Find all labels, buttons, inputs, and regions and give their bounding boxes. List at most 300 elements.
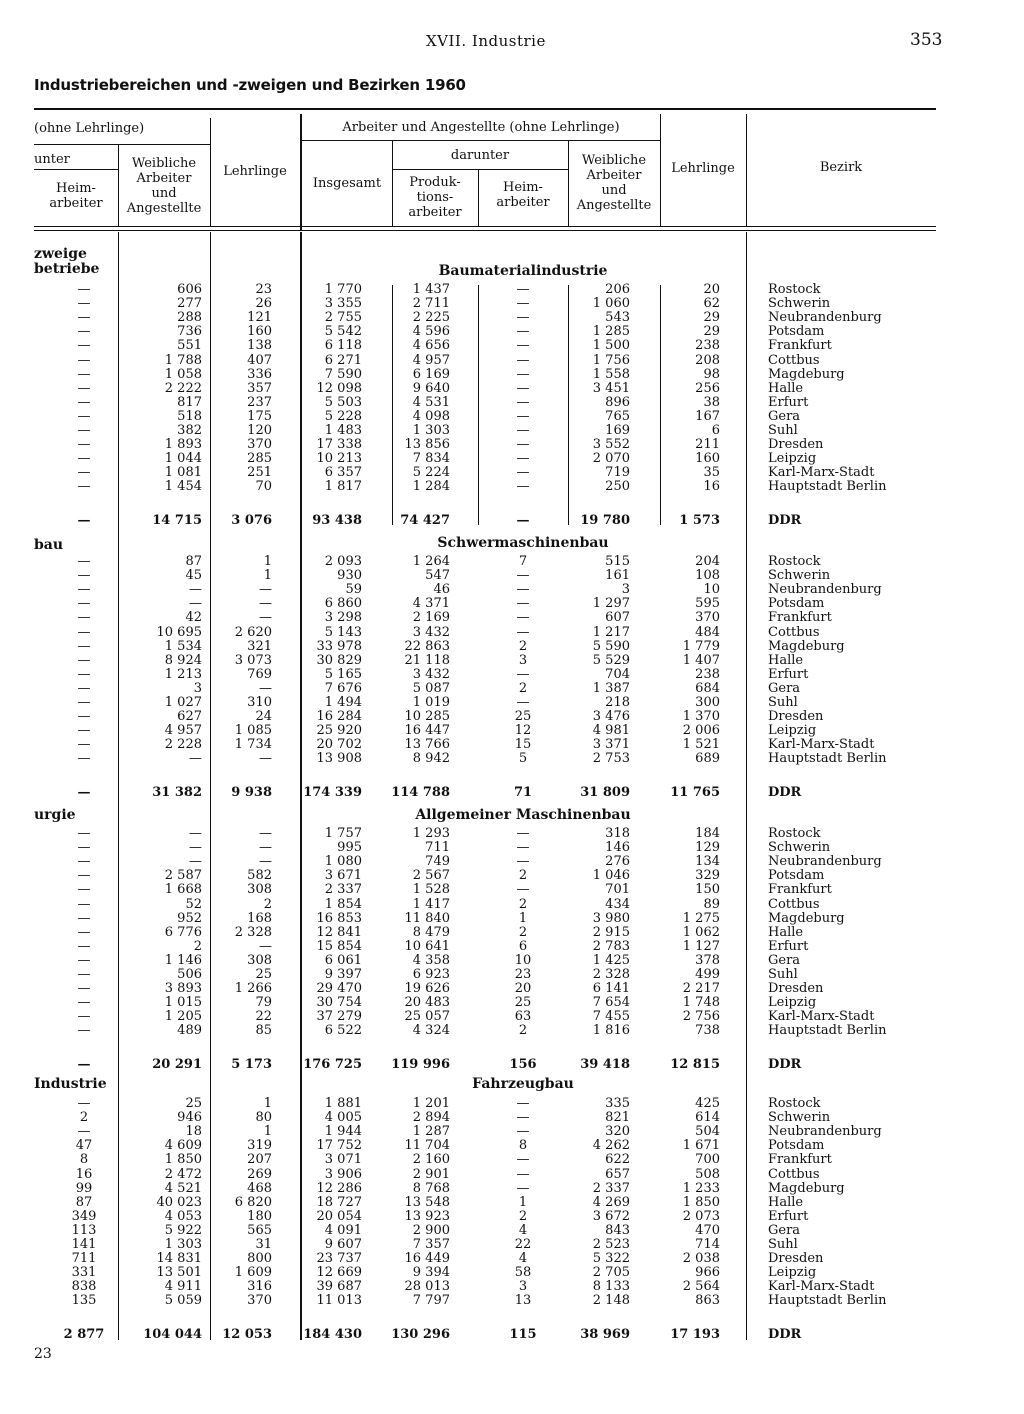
cell-lehrlinge-2: 1 233: [682, 1181, 720, 1196]
cell-insgesamt: 4 091: [324, 1223, 362, 1238]
cell-insgesamt: 12 841: [316, 925, 362, 940]
cell-heimarbeiter: 2: [79, 1110, 89, 1125]
cell-lehrlinge-2: 16: [703, 479, 720, 494]
section-title: Baumaterialindustrie: [438, 263, 608, 279]
cell-produktion: 1 201: [412, 1096, 450, 1111]
page-number: 353: [910, 30, 943, 50]
cell-heimarbeiter-2: —: [516, 667, 530, 682]
cell-heimarbeiter-2: —: [516, 513, 530, 528]
cell-lehrlinge-2: 184: [695, 826, 720, 841]
cell-lehrlinge-2: 20: [703, 282, 720, 297]
cell-heimarbeiter: —: [77, 451, 91, 466]
cell-lehrlinge: 2 620: [234, 625, 272, 640]
cell-weibliche-2: 335: [605, 1096, 630, 1111]
cell-heimarbeiter: 711: [71, 1251, 97, 1266]
cell-heimarbeiter: —: [77, 324, 91, 339]
cell-weibliche: 4 609: [164, 1138, 202, 1153]
cell-weibliche-2: 31 809: [580, 785, 630, 800]
cell-heimarbeiter: —: [77, 1009, 91, 1024]
cell-lehrlinge-2: 129: [695, 840, 720, 855]
table-row: [0, 311, 1024, 325]
cell-bezirk: Magdeburg: [768, 367, 845, 382]
cell-lehrlinge-2: 714: [695, 1237, 720, 1252]
cell-insgesamt: 5 542: [324, 324, 362, 339]
cell-heimarbeiter-2: 2: [518, 925, 528, 940]
table-row: [0, 1294, 1024, 1308]
cell-insgesamt: 6 118: [324, 338, 362, 353]
cell-weibliche: 5 059: [164, 1293, 202, 1308]
cell-produktion: 9 640: [412, 381, 450, 396]
cell-lehrlinge: 1: [263, 554, 272, 569]
table-row: [0, 480, 1024, 494]
cell-weibliche-2: 765: [605, 409, 630, 424]
cell-produktion: 2 169: [412, 610, 450, 625]
cell-bezirk: Halle: [768, 653, 804, 668]
cell-lehrlinge: —: [259, 826, 272, 841]
cell-weibliche-2: 3: [621, 582, 630, 597]
cell-heimarbeiter-2: —: [516, 338, 530, 353]
cell-heimarbeiter: —: [77, 785, 91, 800]
cell-lehrlinge: 79: [255, 995, 272, 1010]
cell-lehrlinge: 565: [247, 1223, 272, 1238]
cell-weibliche-2: 3 371: [592, 737, 630, 752]
section-title: Allgemeiner Maschinenbau: [415, 807, 631, 823]
cell-lehrlinge: 2 328: [234, 925, 272, 940]
table-row: [0, 654, 1024, 668]
cell-heimarbeiter: —: [77, 513, 91, 528]
cell-insgesamt: 7 590: [324, 367, 362, 382]
table-row: [0, 640, 1024, 654]
cell-insgesamt: 184 430: [303, 1327, 362, 1342]
cell-bezirk: DDR: [768, 785, 802, 800]
cell-heimarbeiter: —: [77, 465, 91, 480]
cell-weibliche: 1 044: [164, 451, 202, 466]
cell-lehrlinge-2: 2 038: [682, 1251, 720, 1266]
cell-produktion: 1 284: [412, 479, 450, 494]
table-row: [0, 1097, 1024, 1111]
cell-bezirk: Leipzig: [768, 451, 817, 466]
col-header-heimarbeiter: Heim- arbeiter: [49, 181, 103, 211]
cell-weibliche: 3 893: [164, 981, 202, 996]
table-row: [0, 297, 1024, 311]
table-row: [0, 668, 1024, 682]
cell-weibliche: 1 027: [164, 695, 202, 710]
cell-lehrlinge: 2: [263, 897, 272, 912]
cell-heimarbeiter: 99: [75, 1181, 93, 1196]
cell-heimarbeiter-2: 2: [518, 1209, 528, 1224]
cell-bezirk: Potsdam: [768, 1138, 825, 1153]
cell-lehrlinge-2: 6: [711, 423, 720, 438]
cell-heimarbeiter-2: —: [516, 282, 530, 297]
cell-heimarbeiter: —: [77, 723, 91, 738]
cell-insgesamt: 17 338: [316, 437, 362, 452]
cell-heimarbeiter: 141: [71, 1237, 97, 1252]
cell-heimarbeiter: 87: [75, 1195, 93, 1210]
cell-insgesamt: 1 817: [324, 479, 362, 494]
cell-heimarbeiter: —: [77, 667, 91, 682]
cell-insgesamt: 6 357: [324, 465, 362, 480]
cell-produktion: 547: [425, 568, 450, 583]
header-bottom-rule-2: [34, 230, 936, 231]
page-footer: 23: [34, 1346, 52, 1362]
cell-heimarbeiter-2: 2: [518, 897, 528, 912]
cell-heimarbeiter-2: 23: [514, 967, 532, 982]
cell-weibliche: 42: [185, 610, 202, 625]
cell-lehrlinge-2: 238: [695, 667, 720, 682]
cell-produktion: 4 098: [412, 409, 450, 424]
cell-lehrlinge-2: 595: [695, 596, 720, 611]
cell-lehrlinge: 207: [247, 1152, 272, 1167]
cell-weibliche-2: 2 753: [592, 751, 630, 766]
cell-heimarbeiter-2: 2: [518, 681, 528, 696]
cell-lehrlinge-2: 211: [695, 437, 720, 452]
cell-weibliche-2: 5 529: [592, 653, 630, 668]
cell-lehrlinge-2: 1 127: [682, 939, 720, 954]
cell-heimarbeiter-2: —: [516, 423, 530, 438]
cell-heimarbeiter: 331: [71, 1265, 97, 1280]
cell-weibliche-2: 543: [605, 310, 630, 325]
cell-heimarbeiter: —: [77, 826, 91, 841]
cell-lehrlinge: 370: [247, 437, 272, 452]
cell-heimarbeiter: 16: [75, 1167, 93, 1182]
cell-bezirk: Karl-Marx-Stadt: [768, 465, 875, 480]
cell-weibliche-2: 2 337: [592, 1181, 630, 1196]
cell-weibliche: 8 924: [164, 653, 202, 668]
header-rule-unter: [34, 169, 118, 170]
cell-weibliche-2: 7 455: [592, 1009, 630, 1024]
section-title: Fahrzeugbau: [472, 1076, 574, 1092]
cell-heimarbeiter-2: 58: [514, 1265, 532, 1280]
cell-weibliche-2: 1 500: [592, 338, 630, 353]
cell-weibliche-2: 434: [605, 897, 630, 912]
cell-weibliche: 6 776: [164, 925, 202, 940]
cell-bezirk: Karl-Marx-Stadt: [768, 1009, 875, 1024]
cell-weibliche: 1 454: [164, 479, 202, 494]
table-row: [0, 724, 1024, 738]
cell-insgesamt: 7 676: [324, 681, 362, 696]
col-header-bezirk: Bezirk: [819, 160, 863, 175]
cell-insgesamt: 10 213: [316, 451, 362, 466]
cell-heimarbeiter-2: —: [516, 310, 530, 325]
cell-bezirk: Dresden: [768, 981, 824, 996]
cell-heimarbeiter-2: —: [516, 840, 530, 855]
cell-weibliche: —: [189, 596, 202, 611]
cell-lehrlinge-2: 204: [695, 554, 720, 569]
cell-bezirk: Suhl: [768, 1237, 798, 1252]
table-row: [0, 869, 1024, 883]
table-total-row: [0, 1058, 1024, 1072]
cell-bezirk: Erfurt: [768, 667, 809, 682]
cell-lehrlinge: 1 734: [234, 737, 272, 752]
section-left-label: bau: [34, 537, 64, 553]
cell-bezirk: Cottbus: [768, 1167, 820, 1182]
cell-lehrlinge-2: 684: [695, 681, 720, 696]
cell-weibliche-2: 607: [605, 610, 630, 625]
cell-lehrlinge-2: 329: [695, 868, 720, 883]
cell-weibliche-2: 38 969: [580, 1327, 630, 1342]
cell-heimarbeiter-2: 63: [514, 1009, 532, 1024]
cell-weibliche-2: 4 262: [592, 1138, 630, 1153]
table-row: [0, 982, 1024, 996]
cell-heimarbeiter: —: [77, 610, 91, 625]
cell-insgesamt: 2 093: [324, 554, 362, 569]
cell-bezirk: Potsdam: [768, 868, 825, 883]
cell-lehrlinge-2: 35: [703, 465, 720, 480]
cell-weibliche: 10 695: [156, 625, 202, 640]
cell-heimarbeiter-2: —: [516, 395, 530, 410]
table-row: [0, 1010, 1024, 1024]
col-header-lehrlinge: Lehrlinge: [223, 164, 287, 179]
cell-heimarbeiter: —: [77, 967, 91, 982]
cell-produktion: 13 548: [404, 1195, 450, 1210]
cell-lehrlinge-2: 256: [695, 381, 720, 396]
cell-lehrlinge: 3 073: [234, 653, 272, 668]
table-row: [0, 452, 1024, 466]
cell-produktion: 28 013: [404, 1279, 450, 1294]
cell-weibliche: 288: [177, 310, 202, 325]
cell-produktion: 4 596: [412, 324, 450, 339]
table-row: [0, 954, 1024, 968]
cell-insgesamt: 9 397: [324, 967, 362, 982]
cell-heimarbeiter: —: [77, 554, 91, 569]
table-row: [0, 710, 1024, 724]
cell-produktion: 8 768: [412, 1181, 450, 1196]
cell-heimarbeiter-2: —: [516, 582, 530, 597]
cell-lehrlinge-2: 689: [695, 751, 720, 766]
cell-weibliche: —: [189, 854, 202, 869]
cell-bezirk: Frankfurt: [768, 338, 832, 353]
cell-bezirk: Neubrandenburg: [768, 310, 882, 325]
cell-produktion: 3 432: [412, 625, 450, 640]
cell-weibliche: 1 850: [164, 1152, 202, 1167]
cell-heimarbeiter-2: —: [516, 437, 530, 452]
cell-weibliche: 1 058: [164, 367, 202, 382]
cell-produktion: 749: [425, 854, 450, 869]
col-header-arbeiter-group: Arbeiter und Angestellte (ohne Lehrlinge): [342, 120, 620, 135]
cell-produktion: 16 449: [404, 1251, 450, 1266]
table-row: [0, 1139, 1024, 1153]
cell-lehrlinge: 3 076: [231, 513, 272, 528]
cell-insgesamt: 25 920: [316, 723, 362, 738]
cell-insgesamt: 4 005: [324, 1110, 362, 1125]
cell-insgesamt: 13 908: [316, 751, 362, 766]
cell-insgesamt: 30 754: [316, 995, 362, 1010]
cell-bezirk: Rostock: [768, 826, 821, 841]
table-row: [0, 940, 1024, 954]
cell-lehrlinge: 237: [247, 395, 272, 410]
cell-heimarbeiter: —: [77, 681, 91, 696]
cell-weibliche: 952: [177, 911, 202, 926]
cell-weibliche: 4 053: [164, 1209, 202, 1224]
col-header-insgesamt: Insgesamt: [312, 176, 382, 191]
cell-bezirk: Erfurt: [768, 939, 809, 954]
cell-insgesamt: 5 228: [324, 409, 362, 424]
cell-heimarbeiter-2: 12: [514, 723, 532, 738]
cell-lehrlinge-2: 300: [695, 695, 720, 710]
cell-heimarbeiter-2: 1: [518, 911, 528, 926]
cell-produktion: 2 900: [412, 1223, 450, 1238]
table-row: [0, 696, 1024, 710]
cell-bezirk: Halle: [768, 925, 804, 940]
cell-heimarbeiter: —: [77, 695, 91, 710]
cell-weibliche-2: 2 705: [592, 1265, 630, 1280]
cell-lehrlinge-2: 108: [695, 568, 720, 583]
cell-heimarbeiter-2: 1: [518, 1195, 528, 1210]
col-header-ohne-lehrlinge: (ohne Lehrlinge): [34, 121, 145, 136]
table-row: [0, 1224, 1024, 1238]
cell-produktion: 1 437: [412, 282, 450, 297]
cell-bezirk: Cottbus: [768, 625, 820, 640]
cell-lehrlinge: 70: [255, 479, 272, 494]
table-row: [0, 855, 1024, 869]
cell-insgesamt: 16 284: [316, 709, 362, 724]
col-header-weibliche-2: Weibliche Arbeiter und Angestellte: [576, 153, 652, 213]
cell-weibliche: —: [189, 826, 202, 841]
cell-bezirk: Potsdam: [768, 596, 825, 611]
table-row: [0, 1280, 1024, 1294]
cell-weibliche: 14 715: [152, 513, 202, 528]
cell-lehrlinge: 5 173: [231, 1057, 272, 1072]
cell-heimarbeiter-2: —: [516, 465, 530, 480]
cell-heimarbeiter: —: [77, 367, 91, 382]
cell-weibliche-2: 3 672: [592, 1209, 630, 1224]
cell-produktion: 4 324: [412, 1023, 450, 1038]
cell-bezirk: Dresden: [768, 437, 824, 452]
table-row: [0, 597, 1024, 611]
cell-weibliche-2: 6 141: [592, 981, 630, 996]
cell-insgesamt: 3 671: [324, 868, 362, 883]
cell-lehrlinge-2: 1 521: [682, 737, 720, 752]
cell-heimarbeiter-2: 3: [518, 653, 528, 668]
cell-heimarbeiter-2: 7: [518, 554, 528, 569]
cell-lehrlinge: 23: [255, 282, 272, 297]
cell-weibliche: 1 788: [164, 353, 202, 368]
table-row: [0, 368, 1024, 382]
cell-bezirk: Leipzig: [768, 1265, 817, 1280]
cell-weibliche: 1 303: [164, 1237, 202, 1252]
cell-weibliche: 20 291: [152, 1057, 202, 1072]
cell-insgesamt: 12 669: [316, 1265, 362, 1280]
cell-lehrlinge-2: 134: [695, 854, 720, 869]
cell-weibliche-2: 2 915: [592, 925, 630, 940]
cell-heimarbeiter: —: [77, 338, 91, 353]
cell-produktion: 11 704: [404, 1138, 450, 1153]
cell-heimarbeiter-2: —: [516, 353, 530, 368]
table-row: [0, 569, 1024, 583]
cell-lehrlinge: 285: [247, 451, 272, 466]
cell-lehrlinge-2: 504: [695, 1124, 720, 1139]
cell-bezirk: Cottbus: [768, 353, 820, 368]
cell-lehrlinge: 85: [255, 1023, 272, 1038]
cell-produktion: 22 863: [404, 639, 450, 654]
cell-lehrlinge: 24: [255, 709, 272, 724]
cell-produktion: 46: [433, 582, 450, 597]
cell-lehrlinge-2: 614: [695, 1110, 720, 1125]
cell-produktion: 9 394: [412, 1265, 450, 1280]
table-row: [0, 912, 1024, 926]
table-row: [0, 1125, 1024, 1139]
cell-insgesamt: 9 607: [324, 1237, 362, 1252]
cell-heimarbeiter-2: 6: [518, 939, 528, 954]
cell-bezirk: Gera: [768, 953, 801, 968]
running-title: XVII. Industrie: [426, 32, 546, 50]
cell-lehrlinge-2: 470: [695, 1223, 720, 1238]
cell-insgesamt: 12 286: [316, 1181, 362, 1196]
table-row: [0, 1252, 1024, 1266]
cell-lehrlinge-2: 10: [703, 582, 720, 597]
cell-insgesamt: 1 944: [324, 1124, 362, 1139]
cell-lehrlinge: 251: [247, 465, 272, 480]
cell-heimarbeiter: —: [77, 981, 91, 996]
cell-heimarbeiter: 47: [75, 1138, 93, 1153]
cell-insgesamt: 3 355: [324, 296, 362, 311]
cell-heimarbeiter: —: [77, 409, 91, 424]
cell-lehrlinge: 582: [247, 868, 272, 883]
cell-heimarbeiter-2: —: [516, 1181, 530, 1196]
cell-insgesamt: 6 522: [324, 1023, 362, 1038]
cell-produktion: 1 417: [412, 897, 450, 912]
cell-lehrlinge: 769: [247, 667, 272, 682]
section-left-label: urgie: [34, 807, 76, 823]
cell-lehrlinge-2: 966: [695, 1265, 720, 1280]
cell-weibliche: 506: [177, 967, 202, 982]
cell-heimarbeiter-2: 13: [514, 1293, 532, 1308]
col-header-lehrlinge-2: Lehrlinge: [671, 161, 735, 176]
cell-produktion: 4 957: [412, 353, 450, 368]
cell-bezirk: Leipzig: [768, 995, 817, 1010]
cell-lehrlinge: 1: [263, 1124, 272, 1139]
cell-lehrlinge-2: 2 756: [682, 1009, 720, 1024]
cell-weibliche-2: 320: [605, 1124, 630, 1139]
cell-weibliche-2: 896: [605, 395, 630, 410]
cell-produktion: 11 840: [404, 911, 450, 926]
cell-produktion: 19 626: [404, 981, 450, 996]
cell-weibliche: 736: [177, 324, 202, 339]
cell-weibliche: 1 534: [164, 639, 202, 654]
cell-heimarbeiter: —: [77, 840, 91, 855]
cell-weibliche: 13 501: [156, 1265, 202, 1280]
col-header-heimarbeiter-2: Heim- arbeiter: [496, 180, 550, 210]
cell-weibliche-2: 19 780: [580, 513, 630, 528]
cell-produktion: 7 357: [412, 1237, 450, 1252]
cell-produktion: 1 019: [412, 695, 450, 710]
cell-weibliche-2: 1 285: [592, 324, 630, 339]
table-total-row: [0, 514, 1024, 528]
table-row: [0, 841, 1024, 855]
cell-produktion: 6 923: [412, 967, 450, 982]
cell-lehrlinge-2: 508: [695, 1167, 720, 1182]
cell-heimarbeiter: —: [77, 1096, 91, 1111]
cell-lehrlinge: 1 085: [234, 723, 272, 738]
cell-weibliche: 25: [185, 1096, 202, 1111]
cell-produktion: 20 483: [404, 995, 450, 1010]
cell-heimarbeiter-2: —: [516, 479, 530, 494]
cell-heimarbeiter-2: —: [516, 826, 530, 841]
table-row: [0, 438, 1024, 452]
cell-heimarbeiter-2: 22: [514, 1237, 532, 1252]
cell-weibliche: 1 146: [164, 953, 202, 968]
cell-heimarbeiter-2: 8: [518, 1138, 528, 1153]
cell-produktion: 25 057: [404, 1009, 450, 1024]
cell-insgesamt: 174 339: [303, 785, 362, 800]
cell-weibliche: —: [189, 582, 202, 597]
col-header-produktion: Produk- tions- arbeiter: [408, 175, 462, 220]
cell-heimarbeiter-2: —: [516, 610, 530, 625]
cell-lehrlinge-2: 38: [703, 395, 720, 410]
cell-weibliche-2: 1 217: [592, 625, 630, 640]
cell-lehrlinge: 468: [247, 1181, 272, 1196]
cell-produktion: 7 834: [412, 451, 450, 466]
